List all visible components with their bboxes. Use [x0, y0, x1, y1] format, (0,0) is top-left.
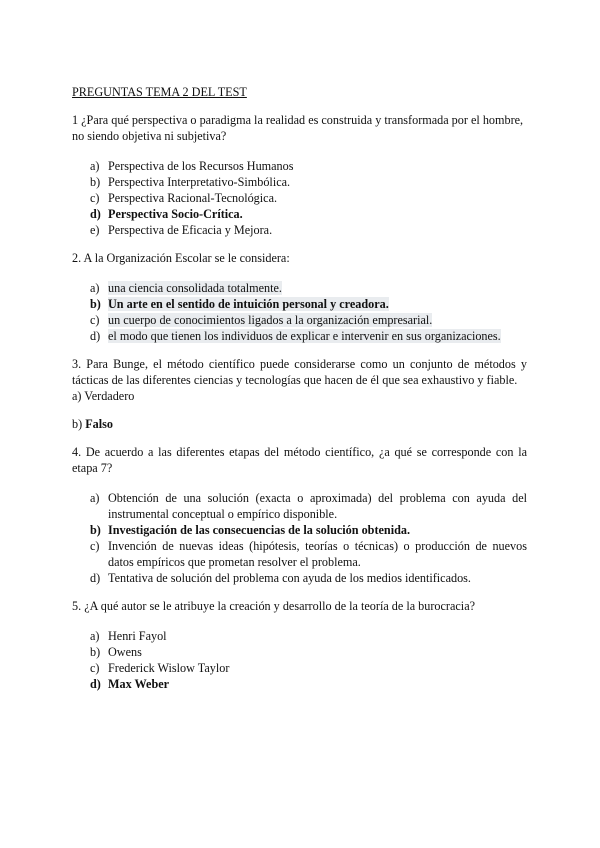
option-item: a) Perspectiva de los Recursos Humanos [90, 159, 294, 173]
document-title: PREGUNTAS TEMA 2 DEL TEST [72, 85, 247, 99]
option-item: c) un cuerpo de conocimientos ligados a la organización empresarial. [90, 313, 433, 327]
option-item: d) Tentativa de solución del problema con ayuda de los medios identificados. [90, 571, 471, 585]
correct-option: b) Un arte en el sentido de intuición personal y creadora. [90, 297, 389, 311]
option-item: a) Obtención de una solución (exacta o aproximada) del problema con ayuda del instrumental conceptual o empírico disponible. [90, 491, 527, 521]
option-item: a) Henri Fayol [90, 629, 167, 643]
option-item: b) Owens [90, 645, 142, 659]
question-3-option-a: a) Verdadero [72, 389, 135, 403]
question-5-options [72, 628, 527, 692]
question-4-options [72, 490, 527, 586]
option-item: e) Perspectiva de Eficacia y Mejora. [90, 223, 273, 237]
correct-answer: Falso [85, 417, 113, 431]
option-item: a) una ciencia consolidada totalmente. [90, 281, 282, 295]
question-1-options [72, 158, 527, 238]
option-item: b) Perspectiva Interpretativo-Simbólica. [90, 175, 291, 189]
option-item: c) Invención de nuevas ideas (hipótesis, teorías o técnicas) o producción de nuevos datos empíricos que prometan resolver el problema. [90, 539, 527, 569]
option-item: c) Frederick Wislow Taylor [90, 661, 230, 675]
correct-option: d) Max Weber [90, 677, 170, 691]
correct-option: b) Investigación de las consecuencias de la solución obtenida. [90, 523, 411, 537]
question-3-option-b: b) Falso [72, 417, 113, 431]
question-1: 1 ¿Para qué perspectiva o paradigma la realidad es construida y transformada por el hombre, no siendo objetiva ni subjetiva? [72, 113, 524, 143]
question-2: 2. A la Organización Escolar se le considera: [72, 251, 290, 265]
question-4: 4. De acuerdo a las diferentes etapas del método científico, ¿a qué se corresponde con la etapa 7? [72, 445, 527, 475]
question-3: 3. Para Bunge, el método científico puede considerarse como un conjunto de métodos y tácticas de las diferentes ciencias y tecnologías que hacen de él que sea exhaustivo y fiable. [72, 357, 527, 387]
document-content [72, 84, 527, 704]
option-item: d) el modo que tienen los individuos de explicar e intervenir en sus organizaciones. [90, 329, 501, 343]
correct-option: d) Perspectiva Socio-Crítica. [90, 207, 243, 221]
question-2-options [72, 280, 527, 344]
question-5: 5. ¿A qué autor se le atribuye la creación y desarrollo de la teoría de la burocracia? [72, 599, 476, 613]
option-item: c) Perspectiva Racional-Tecnológica. [90, 191, 278, 205]
